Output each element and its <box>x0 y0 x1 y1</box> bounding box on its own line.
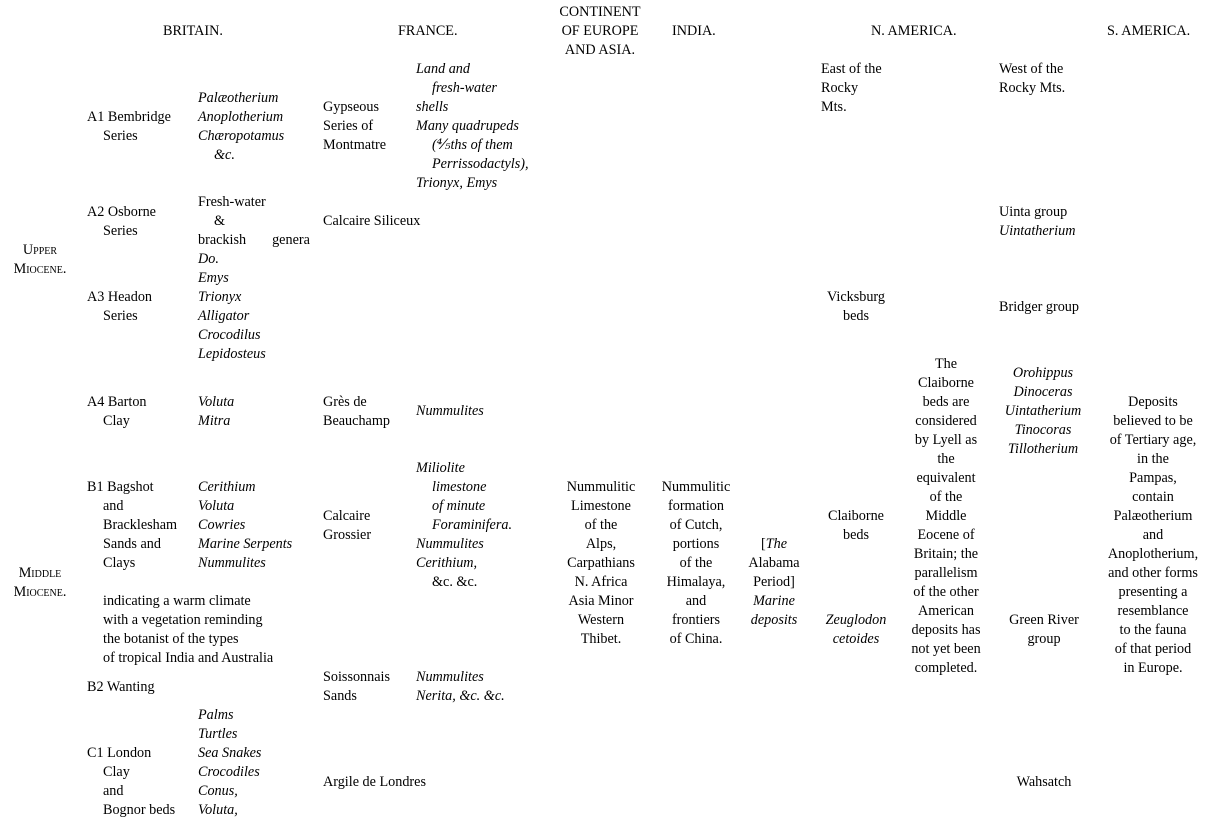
india-nummulitic-formation: Nummulitic formation of Cutch, portions of the Himalaya, and frontiers of China. <box>661 479 731 647</box>
header-france: FRANCE. <box>398 23 458 39</box>
header-india: INDIA. <box>672 23 716 39</box>
s-america-deposits: Deposits believed to be of Tertiary age, in the Pampas, contain Palæotherium and Anoplotherium, and other forms presenting a resemblance to the fauna of that period in Europe. <box>1107 394 1199 676</box>
n-america-green-river: Green River group <box>1009 612 1079 647</box>
britain-a3-fauna: Do. Emys Trionyx Alligator Crocodilus Lepidosteus <box>198 251 266 362</box>
britain-climate-note: indicating a warm climate with a vegetation reminding the botanist of the types of tropical India and Australia <box>103 593 274 666</box>
france-grossier-name: Calcaire Grossier <box>323 508 372 543</box>
n-america-east-heading: East of the Rocky Mts. <box>821 61 882 115</box>
britain-c1-series: C1 London Clay and Bognor beds <box>87 745 176 818</box>
continent-nummulitic-limestone: Nummulitic Limestone of the Alps, Carpathians N. Africa Asia Minor Western Thibet. <box>566 479 636 647</box>
n-america-zeuglodon: Zeuglodon cetoides <box>825 612 887 647</box>
france-soissonnais-name: Soissonnais Sands <box>323 669 391 704</box>
n-america-uinta: Uinta group Uintatherium <box>999 204 1076 239</box>
britain-b1-fauna: Cerithium Voluta Cowries Marine Serpents Nummulites <box>198 479 293 571</box>
n-america-claiborne: Claiborne beds <box>828 508 884 543</box>
france-calcaire-siliceux: Calcaire Siliceux <box>323 213 421 229</box>
france-argile: Argile de Londres <box>323 774 426 790</box>
britain-a4-fauna: Voluta Mitra <box>198 394 235 429</box>
n-america-vicksburg: Vicksburg beds <box>827 289 885 324</box>
france-soissonnais-fauna: Nummulites Nerita, &c. &c. <box>416 669 505 704</box>
britain-c1-fauna: Palms Turtles Sea Snakes Crocodiles Conus, Voluta, <box>198 707 262 818</box>
britain-a4-series: A4 Barton Clay <box>87 394 147 429</box>
france-beauchamp-fauna: Nummulites <box>416 403 484 419</box>
britain-a2-fauna: Fresh-water & brackish genera <box>198 194 310 248</box>
france-beauchamp-name: Grès de Beauchamp <box>323 394 390 429</box>
header-continent: CONTINENT OF EUROPE AND ASIA. <box>559 4 641 58</box>
header-n-america: N. AMERICA. <box>871 23 957 39</box>
header-britain: BRITAIN. <box>163 23 223 39</box>
britain-a3-series: A3 Headon Series <box>87 289 153 324</box>
france-grossier-fauna: Miliolite limestone of minute Foraminifera. Nummulites Cerithium, &c. &c. <box>416 460 512 590</box>
britain-a1-series: A1 Bembridge Series <box>87 109 171 144</box>
header-s-america: S. AMERICA. <box>1107 23 1191 39</box>
period-upper-miocene: Upper Miocene. <box>13 242 67 277</box>
period-middle-miocene: Middle Miocene. <box>13 565 67 600</box>
britain-b2-series: B2 Wanting <box>87 679 155 695</box>
alabama-period: [The Alabama Period] Marine deposits <box>748 536 800 628</box>
n-america-bridger-fauna: Orohippus Dinoceras Uintatherium Tinocoras Tillotherium <box>1004 365 1082 457</box>
france-gypseous-fauna: Land and fresh-water shells Many quadrupeds (⅘ths of them Perrissodactyls), Trionyx, Emys <box>416 61 529 191</box>
n-america-wahsatch: Wahsatch <box>1016 774 1072 790</box>
n-america-west-heading: West of the Rocky Mts. <box>999 61 1066 96</box>
claiborne-note: The Claiborne beds are considered by Lyell as the equivalent of the Middle Eocene of Britain; the parallelism of the other American deposits has not yet been completed. <box>911 356 981 676</box>
n-america-bridger: Bridger group <box>999 299 1079 315</box>
britain-b1-series: B1 Bagshot and Bracklesham Sands and Clays <box>87 479 178 571</box>
britain-a1-fauna: Palæotherium Anoplotherium Chæropotamus &c. <box>198 90 285 163</box>
britain-a2-series: A2 Osborne Series <box>87 204 156 239</box>
france-gypseous-name: Gypseous Series of Montmatre <box>323 99 387 153</box>
